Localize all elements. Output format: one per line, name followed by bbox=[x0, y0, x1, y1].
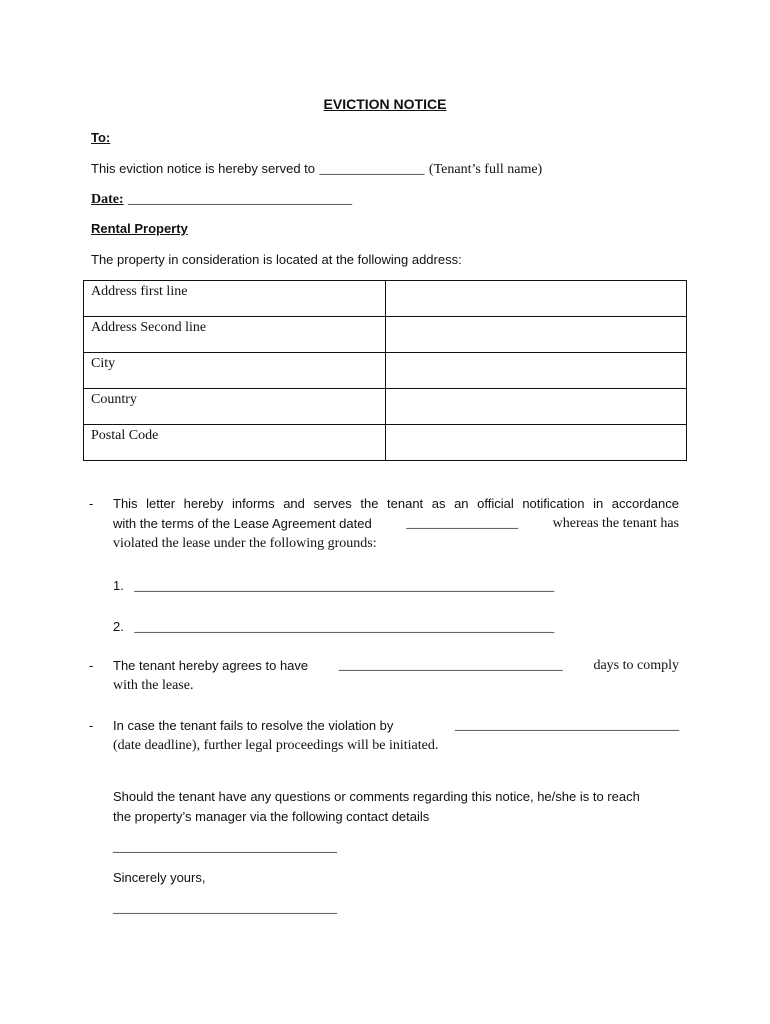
address-second-line-label: Address Second line bbox=[84, 317, 386, 353]
country-label: Country bbox=[84, 389, 386, 425]
para2-line2: with the lease. bbox=[113, 678, 194, 693]
address-second-line-value[interactable] bbox=[386, 317, 687, 353]
closing-text: Sincerely yours, bbox=[113, 870, 206, 885]
address-first-line-value[interactable] bbox=[386, 281, 687, 317]
tenant-name-blank[interactable]: _______________ bbox=[319, 162, 425, 177]
date-line bbox=[91, 190, 352, 208]
address-table bbox=[83, 280, 687, 461]
para1-line2-suffix: whereas the tenant has bbox=[552, 516, 679, 531]
ground-item-2 bbox=[113, 618, 554, 636]
contact-details-blank[interactable]: ________________________________ bbox=[113, 840, 337, 855]
ground-blank[interactable]: ____________________________________________________________ bbox=[134, 579, 555, 594]
para2-prefix: The tenant hereby agrees to have bbox=[113, 658, 309, 673]
address-row bbox=[84, 317, 687, 353]
ground-item-1 bbox=[113, 577, 554, 595]
para2-line1 bbox=[113, 658, 679, 674]
para1-line3: violated the lease under the following grounds: bbox=[113, 536, 377, 551]
bullet-1: - bbox=[89, 496, 94, 511]
questions-line2: the property’s manager via the following contact details bbox=[113, 809, 430, 824]
ground-blank[interactable]: ____________________________________________________________ bbox=[134, 620, 555, 635]
bullet-2: - bbox=[89, 658, 94, 673]
address-first-line-label: Address first line bbox=[84, 281, 386, 317]
document-title: EVICTION NOTICE bbox=[323, 96, 447, 112]
city-label: City bbox=[84, 353, 386, 389]
deadline-blank[interactable]: ________________________________ bbox=[455, 718, 679, 733]
property-intro: The property in consideration is located at the following address: bbox=[91, 252, 462, 267]
lease-date-blank[interactable]: ________________ bbox=[406, 516, 519, 531]
served-prefix: This eviction notice is hereby served to bbox=[91, 161, 315, 176]
postal-code-label: Postal Code bbox=[84, 425, 386, 461]
signature-blank[interactable]: ________________________________ bbox=[113, 901, 337, 916]
to-label: To: bbox=[91, 130, 111, 145]
rental-property-heading: Rental Property bbox=[91, 221, 188, 236]
bullet-3: - bbox=[89, 718, 94, 733]
postal-code-value[interactable] bbox=[386, 425, 687, 461]
para3-prefix: In case the tenant fails to resolve the violation by bbox=[113, 718, 394, 733]
served-line bbox=[91, 160, 542, 178]
served-suffix: (Tenant’s full name) bbox=[428, 162, 543, 177]
date-blank[interactable]: ________________________________ bbox=[128, 192, 353, 207]
para1-line1: This letter hereby informs and serves the tenant as an official notification in accordance bbox=[113, 496, 679, 511]
address-row bbox=[84, 389, 687, 425]
ground-number: 1. bbox=[113, 578, 124, 593]
para3-line1 bbox=[113, 718, 679, 734]
para1-line2-prefix: with the terms of the Lease Agreement dated bbox=[113, 516, 372, 531]
para2-suffix: days to comply bbox=[593, 658, 679, 673]
address-row bbox=[84, 425, 687, 461]
country-value[interactable] bbox=[386, 389, 687, 425]
ground-number: 2. bbox=[113, 619, 124, 634]
address-row bbox=[84, 281, 687, 317]
para3-line2: (date deadline), further legal proceedings will be initiated. bbox=[113, 738, 439, 753]
para1-line2 bbox=[113, 516, 679, 532]
city-value[interactable] bbox=[386, 353, 687, 389]
days-blank[interactable]: ________________________________ bbox=[338, 658, 563, 673]
date-label: Date: bbox=[91, 192, 124, 207]
address-row bbox=[84, 353, 687, 389]
questions-line1: Should the tenant have any questions or comments regarding this notice, he/she is to reach bbox=[113, 789, 640, 804]
